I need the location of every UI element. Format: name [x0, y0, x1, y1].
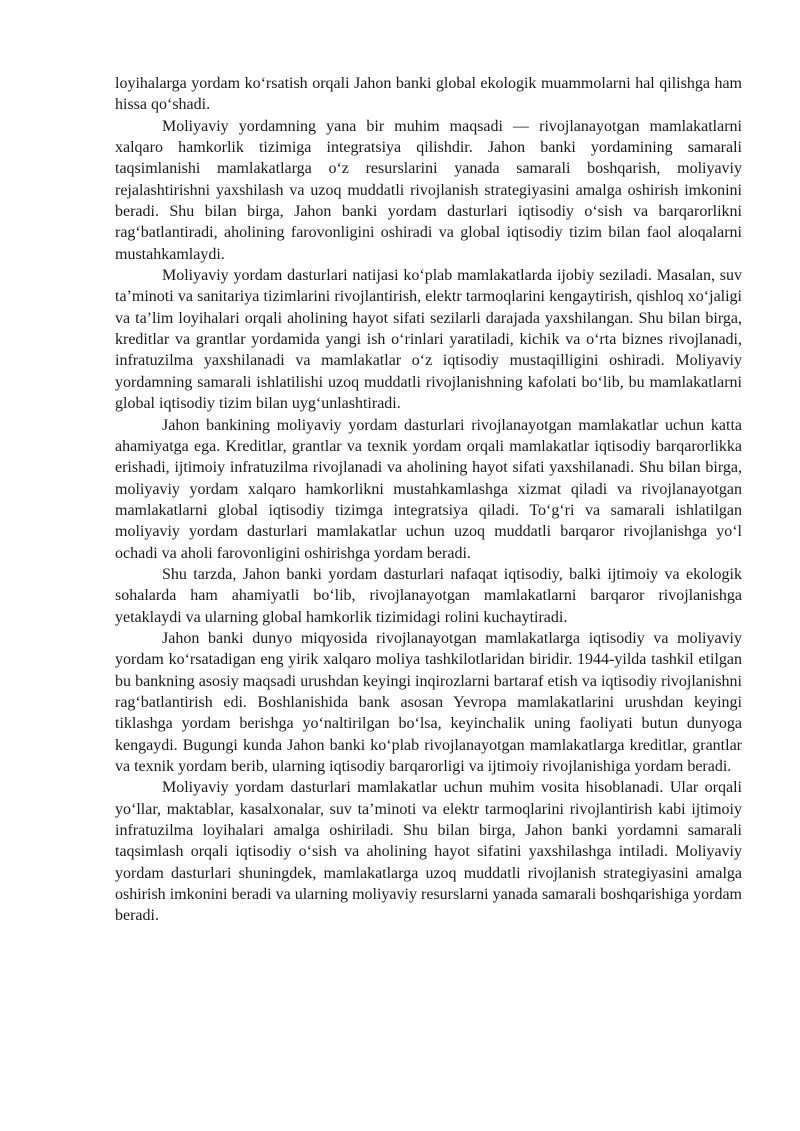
paragraph-4: Jahon bankining moliyaviy yordam dasturlari rivojlanayotgan mamlakatlar uchun katta ahamiyatga ega. Kreditlar, grantlar va texnik yordam orqali mamlakatlar iqtisodiy barqarorlikka erishadi, ijtimoiy infratuzilma rivojlanadi va aholining hayot sifati yaxshilanadi. Shu bilan birga, moliyaviy yordam xalqaro hamkorlikni mustahkamlashga xizmat qiladi va rivojlanayotgan mamlakatlarni global iqtisodiy tizimga integratsiya qiladi. To‘g‘ri va samarali ishlatilgan moliyaviy yordam dasturlari mamlakatlar uchun uzoq muddatli barqaror rivojlanishga yo‘l ochadi va aholi farovonligini oshirishga yordam beradi.	[115, 416, 742, 562]
paragraph-5: Shu tarzda, Jahon banki yordam dasturlari nafaqat iqtisodiy, balki ijtimoiy va ekologik sohalarda ham ahamiyatli bo‘lib, rivojlanayotgan mamlakatlarni barqaror rivojlanishga yetaklaydi va ularning global hamkorlik tizimidagi rolini kuchaytiradi.	[115, 565, 742, 626]
paragraph-6: Jahon banki dunyo miqyosida rivojlanayotgan mamlakatlarga iqtisodiy va moliyaviy yordam ko‘rsatadigan eng yirik xalqaro moliya tashkilotlaridan biridir. 1944-yilda tashkil etilgan bu bankning asosiy maqsadi urushdan keyingi inqirozlarni bartaraf etish va iqtisodiy rivojlanishni rag‘batlantirish edi. Boshlanishida bank asosan Yevropa mamlakatlarini urushdan keyingi tiklashga yordam berishga yo‘naltirilgan bo‘lsa, keyinchalik uning faoliyati butun dunyoga kengaydi. Bugungi kunda Jahon banki ko‘plab rivojlanayotgan mamlakatlarga kreditlar, grantlar va texnik yordam berib, ularning iqtisodiy barqarorligi va ijtimoiy rivojlanishiga yordam beradi.	[115, 629, 742, 775]
document-page	[115, 73, 742, 927]
paragraph-3: Moliyaviy yordam dasturlari natijasi ko‘plab mamlakatlarda ijobiy seziladi. Masalan, suv ta’minoti va sanitariya tizimlarini rivojlantirish, elektr tarmoqlarini kengaytirish, qishloq xo‘jaligi va ta’lim loyihalari orqali aholining hayot sifati sezilarli darajada yaxshilangan. Shu bilan birga, kreditlar va grantlar yordamida yangi ish o‘rinlari yaratiladi, kichik va o‘rta biznes rivojlanadi, infratuzilma yaxshilanadi va mamlakatlar o‘z iqtisodiy mustaqilligini oshiradi. Moliyaviy yordamning samarali ishlatilishi uzoq muddatli rivojlanishning kafolati bo‘lib, bu mamlakatlarni global iqtisodiy tizim bilan uyg‘unlashtiradi.	[115, 267, 742, 413]
paragraph-2: Moliyaviy yordamning yana bir muhim maqsadi — rivojlanayotgan mamlakatlarni xalqaro hamkorlik tizimiga integratsiya qilishdir. Jahon banki yordamining samarali taqsimlanishi mamlakatlarga o‘z resurslarini yanada samarali boshqarish, moliyaviy rejalashtirishni yaxshilash va uzoq muddatli rivojlanish strategiyasini amalga oshirish imkonini beradi. Shu bilan birga, Jahon banki yordam dasturlari iqtisodiy o‘sish va barqarorlikni rag‘batlantiradi, aholining farovonligini oshiradi va global iqtisodiy tizim bilan faol aloqalarni mustahkamlaydi.	[115, 117, 742, 263]
paragraph-7: Moliyaviy yordam dasturlari mamlakatlar uchun muhim vosita hisoblanadi. Ular orqali yo‘llar, maktablar, kasalxonalar, suv ta’minoti va elektr tarmoqlarini rivojlantirish kabi ijtimoiy infratuzilma loyihalari amalga oshiriladi. Shu bilan birga, Jahon banki yordamni samarali taqsimlash orqali iqtisodiy o‘sish va aholining hayot sifatini yaxshilashga intiladi. Moliyaviy yordam dasturlari shuningdek, mamlakatlarga uzoq muddatli rivojlanish strategiyasini amalga oshirish imkonini beradi va ularning moliyaviy resurslarni yanada samarali boshqarishiga yordam beradi.	[115, 779, 742, 925]
paragraph-1: loyihalarga yordam ko‘rsatish orqali Jahon banki global ekologik muammolarni hal qilishga ham hissa qo‘shadi.	[115, 75, 742, 114]
